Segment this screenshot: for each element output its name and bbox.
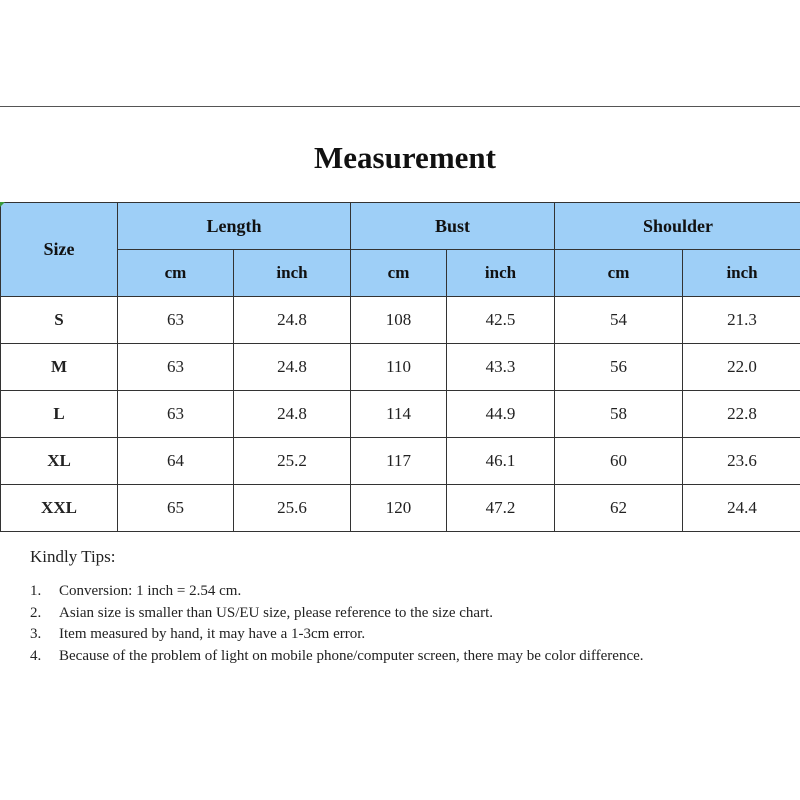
list-item-number: 4. <box>30 647 42 664</box>
list-item-text: Item measured by hand, it may have a 1-3cm error. <box>59 626 366 642</box>
list-item-number: 1. <box>30 583 42 599</box>
unit-header: cm <box>118 250 234 297</box>
unit-header: inch <box>683 250 800 297</box>
table-cell: 65 <box>118 485 234 532</box>
table-cell: 117 <box>351 438 447 485</box>
unit-header: inch <box>234 250 351 297</box>
table-cell: 110 <box>351 344 447 391</box>
table-cell: 63 <box>118 391 234 438</box>
list-item <box>30 624 770 646</box>
table-cell: 54 <box>555 297 683 344</box>
tips-title: Kindly Tips: <box>30 547 116 566</box>
size-cell: L <box>1 391 118 438</box>
corner-marker-icon <box>0 202 5 207</box>
table-cell: 62 <box>555 485 683 532</box>
table-cell: 63 <box>118 297 234 344</box>
table-cell: 108 <box>351 297 447 344</box>
table-cell: 21.3 <box>683 297 800 344</box>
size-column-header: Size <box>1 203 118 297</box>
size-cell: S <box>1 297 118 344</box>
list-item <box>30 603 770 625</box>
table-cell: 42.5 <box>447 297 555 344</box>
list-item <box>30 646 770 668</box>
size-cell: XL <box>1 438 118 485</box>
table-row <box>1 485 800 532</box>
table-row <box>1 344 800 391</box>
table-cell: 47.2 <box>447 485 555 532</box>
size-chart-table <box>0 202 800 532</box>
table-cell: 43.3 <box>447 344 555 391</box>
table-cell: 114 <box>351 391 447 438</box>
table-cell: 22.0 <box>683 344 800 391</box>
list-item-text: Conversion: 1 inch = 2.54 cm. <box>59 583 242 599</box>
list-item-text: Asian size is smaller than US/EU size, please reference to the size chart. <box>59 604 493 621</box>
table-row <box>1 391 800 438</box>
table-cell: 58 <box>555 391 683 438</box>
unit-header: inch <box>447 250 555 297</box>
shoulder-group-header: Shoulder <box>555 203 800 250</box>
list-item-number: 2. <box>30 604 42 621</box>
unit-header: cm <box>555 250 683 297</box>
length-group-header: Length <box>118 203 351 250</box>
table-cell: 46.1 <box>447 438 555 485</box>
top-divider <box>0 106 800 107</box>
table-cell: 24.8 <box>234 391 351 438</box>
list-item <box>30 581 770 603</box>
table-cell: 64 <box>118 438 234 485</box>
kindly-tips-section <box>30 545 770 667</box>
table-cell: 24.8 <box>234 344 351 391</box>
table-cell: 23.6 <box>683 438 800 485</box>
size-cell: XXL <box>1 485 118 532</box>
table-row <box>1 438 800 485</box>
size-cell: M <box>1 344 118 391</box>
table-cell: 24.4 <box>683 485 800 532</box>
table-cell: 25.2 <box>234 438 351 485</box>
table-header-row <box>1 203 800 250</box>
table-cell: 24.8 <box>234 297 351 344</box>
table-row <box>1 297 800 344</box>
bust-group-header: Bust <box>351 203 555 250</box>
list-item-text: Because of the problem of light on mobile phone/computer screen, there may be color difference. <box>59 647 644 664</box>
tips-list <box>30 581 770 667</box>
table-cell: 120 <box>351 485 447 532</box>
table-cell: 56 <box>555 344 683 391</box>
list-item-number: 3. <box>30 626 42 642</box>
table-cell: 25.6 <box>234 485 351 532</box>
table-unit-row <box>1 250 800 297</box>
table-cell: 63 <box>118 344 234 391</box>
table-cell: 60 <box>555 438 683 485</box>
table-cell: 44.9 <box>447 391 555 438</box>
table-cell: 22.8 <box>683 391 800 438</box>
unit-header: cm <box>351 250 447 297</box>
page-title: Measurement <box>314 140 496 175</box>
